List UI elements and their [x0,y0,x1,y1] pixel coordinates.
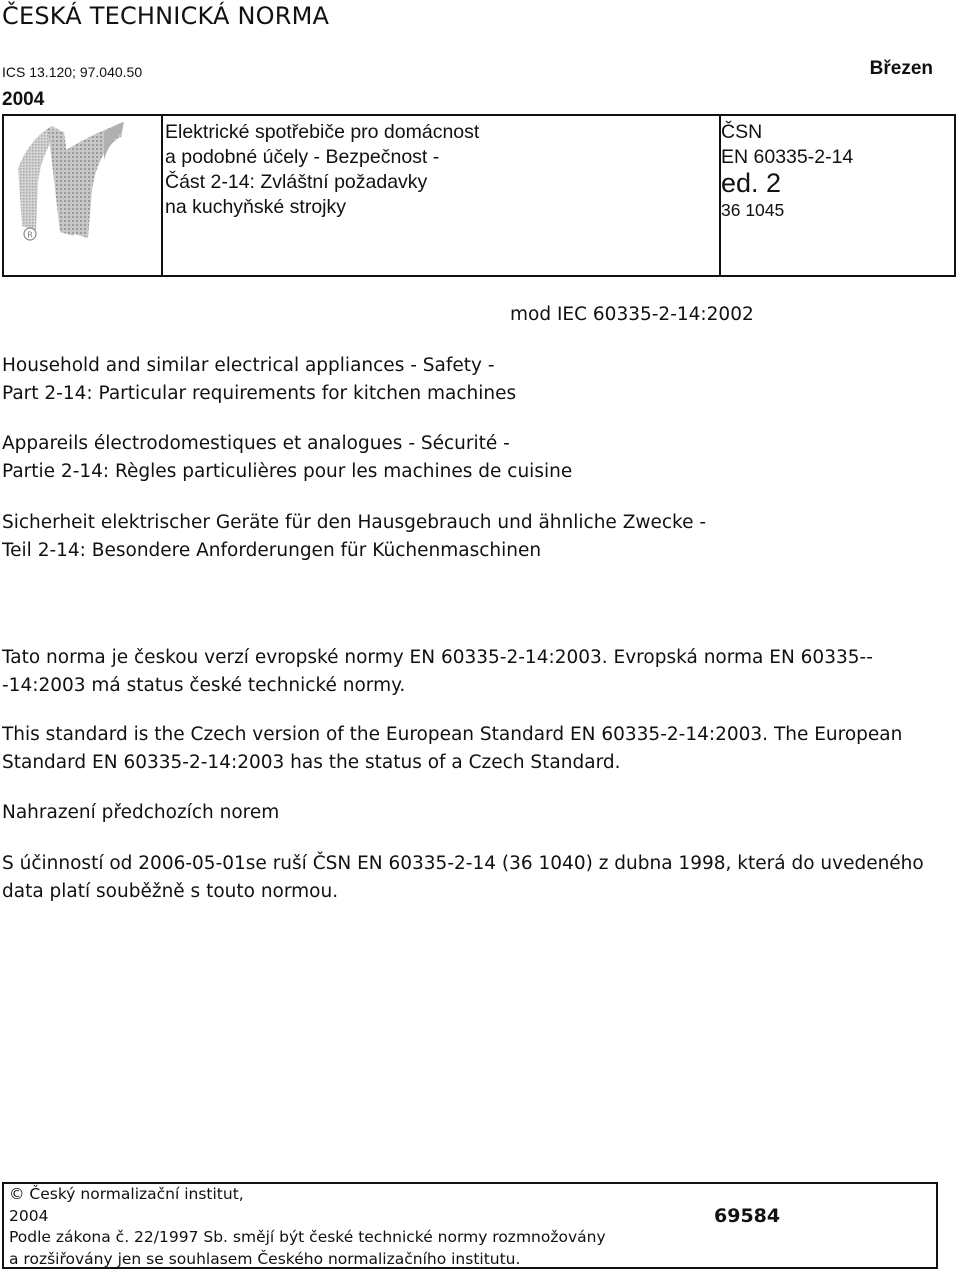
statement-line: Tato norma je českou verzí evropské normy EN 60335-2-14:2003. Evropská norma EN 60335-- [2,647,873,668]
czech-title [165,120,479,220]
czech-title-line: a podobné účely - Bezpečnost - [165,146,440,168]
title-french [2,430,572,486]
ics-codes: ICS 13.120; 97.040.50 [2,64,143,80]
title-german-line: Sicherheit elektrischer Geräte für den Hausgebrauch und ähnliche Zwecke - [2,512,707,533]
statement-line: -14:2003 má status české technické normy. [2,675,406,696]
replacement-heading: Nahrazení předchozích norem [2,802,280,823]
czech-version-statement [2,644,873,700]
csn-label: ČSN [721,121,763,143]
title-german [2,509,706,565]
title-english-line: Part 2-14: Particular requirements for kitchen machines [2,383,517,404]
publication-year: 2004 [2,89,45,110]
czech-title-line: Elektrické spotřebiče pro domácnost [165,121,480,143]
catalog-number: 69584 [714,1205,781,1227]
copyright-line: Podle zákona č. 22/1997 Sb. smějí být české technické normy rozmnožovány [9,1228,606,1246]
replacement-text [2,850,924,906]
classification-number: 36 1045 [721,200,785,220]
czech-title-line: na kuchyňské strojky [165,196,346,218]
standard-number: EN 60335-2-14 [721,146,854,168]
document-type-heading: ČESKÁ TECHNICKÁ NORMA [2,2,330,30]
title-german-line: Teil 2-14: Besondere Anforderungen für Küchenmaschinen [2,540,542,561]
copyright-text [9,1184,606,1270]
statement-line: This standard is the Czech version of the European Standard EN 60335-2-14:2003. The European [2,724,903,745]
title-french-line: Appareils électrodomestiques et analogues - Sécurité - [2,433,510,454]
statement-line: Standard EN 60335-2-14:2003 has the status of a Czech Standard. [2,752,621,773]
header-box [2,114,956,277]
replacement-line: data platí souběžně s touto normou. [2,881,339,902]
publication-month: Březen [869,58,933,79]
header-divider-left [161,116,163,275]
registered-mark: R [27,230,33,240]
copyright-line: © Český normalizační institut, [9,1185,244,1203]
copyright-line: a rozšiřovány jen se souhlasem Českého normalizačního institutu. [9,1249,521,1268]
standard-designation [721,120,853,224]
title-english [2,352,516,408]
unms-n-logo-icon [8,120,158,248]
czech-title-line: Část 2-14: Zvláštní požadavky [165,171,428,193]
english-version-statement [2,721,902,777]
edition: ed. 2 [721,168,782,198]
iec-reference: mod IEC 60335-2-14:2002 [510,304,754,325]
title-french-line: Partie 2-14: Règles particulières pour les machines de cuisine [2,461,573,482]
title-english-line: Household and similar electrical appliances - Safety - [2,355,495,376]
replacement-line: S účinností od 2006-05-01se ruší ČSN EN 60335-2-14 (36 1040) z dubna 1998, která do uvedeného [2,853,924,874]
copyright-line: 2004 [9,1206,49,1225]
